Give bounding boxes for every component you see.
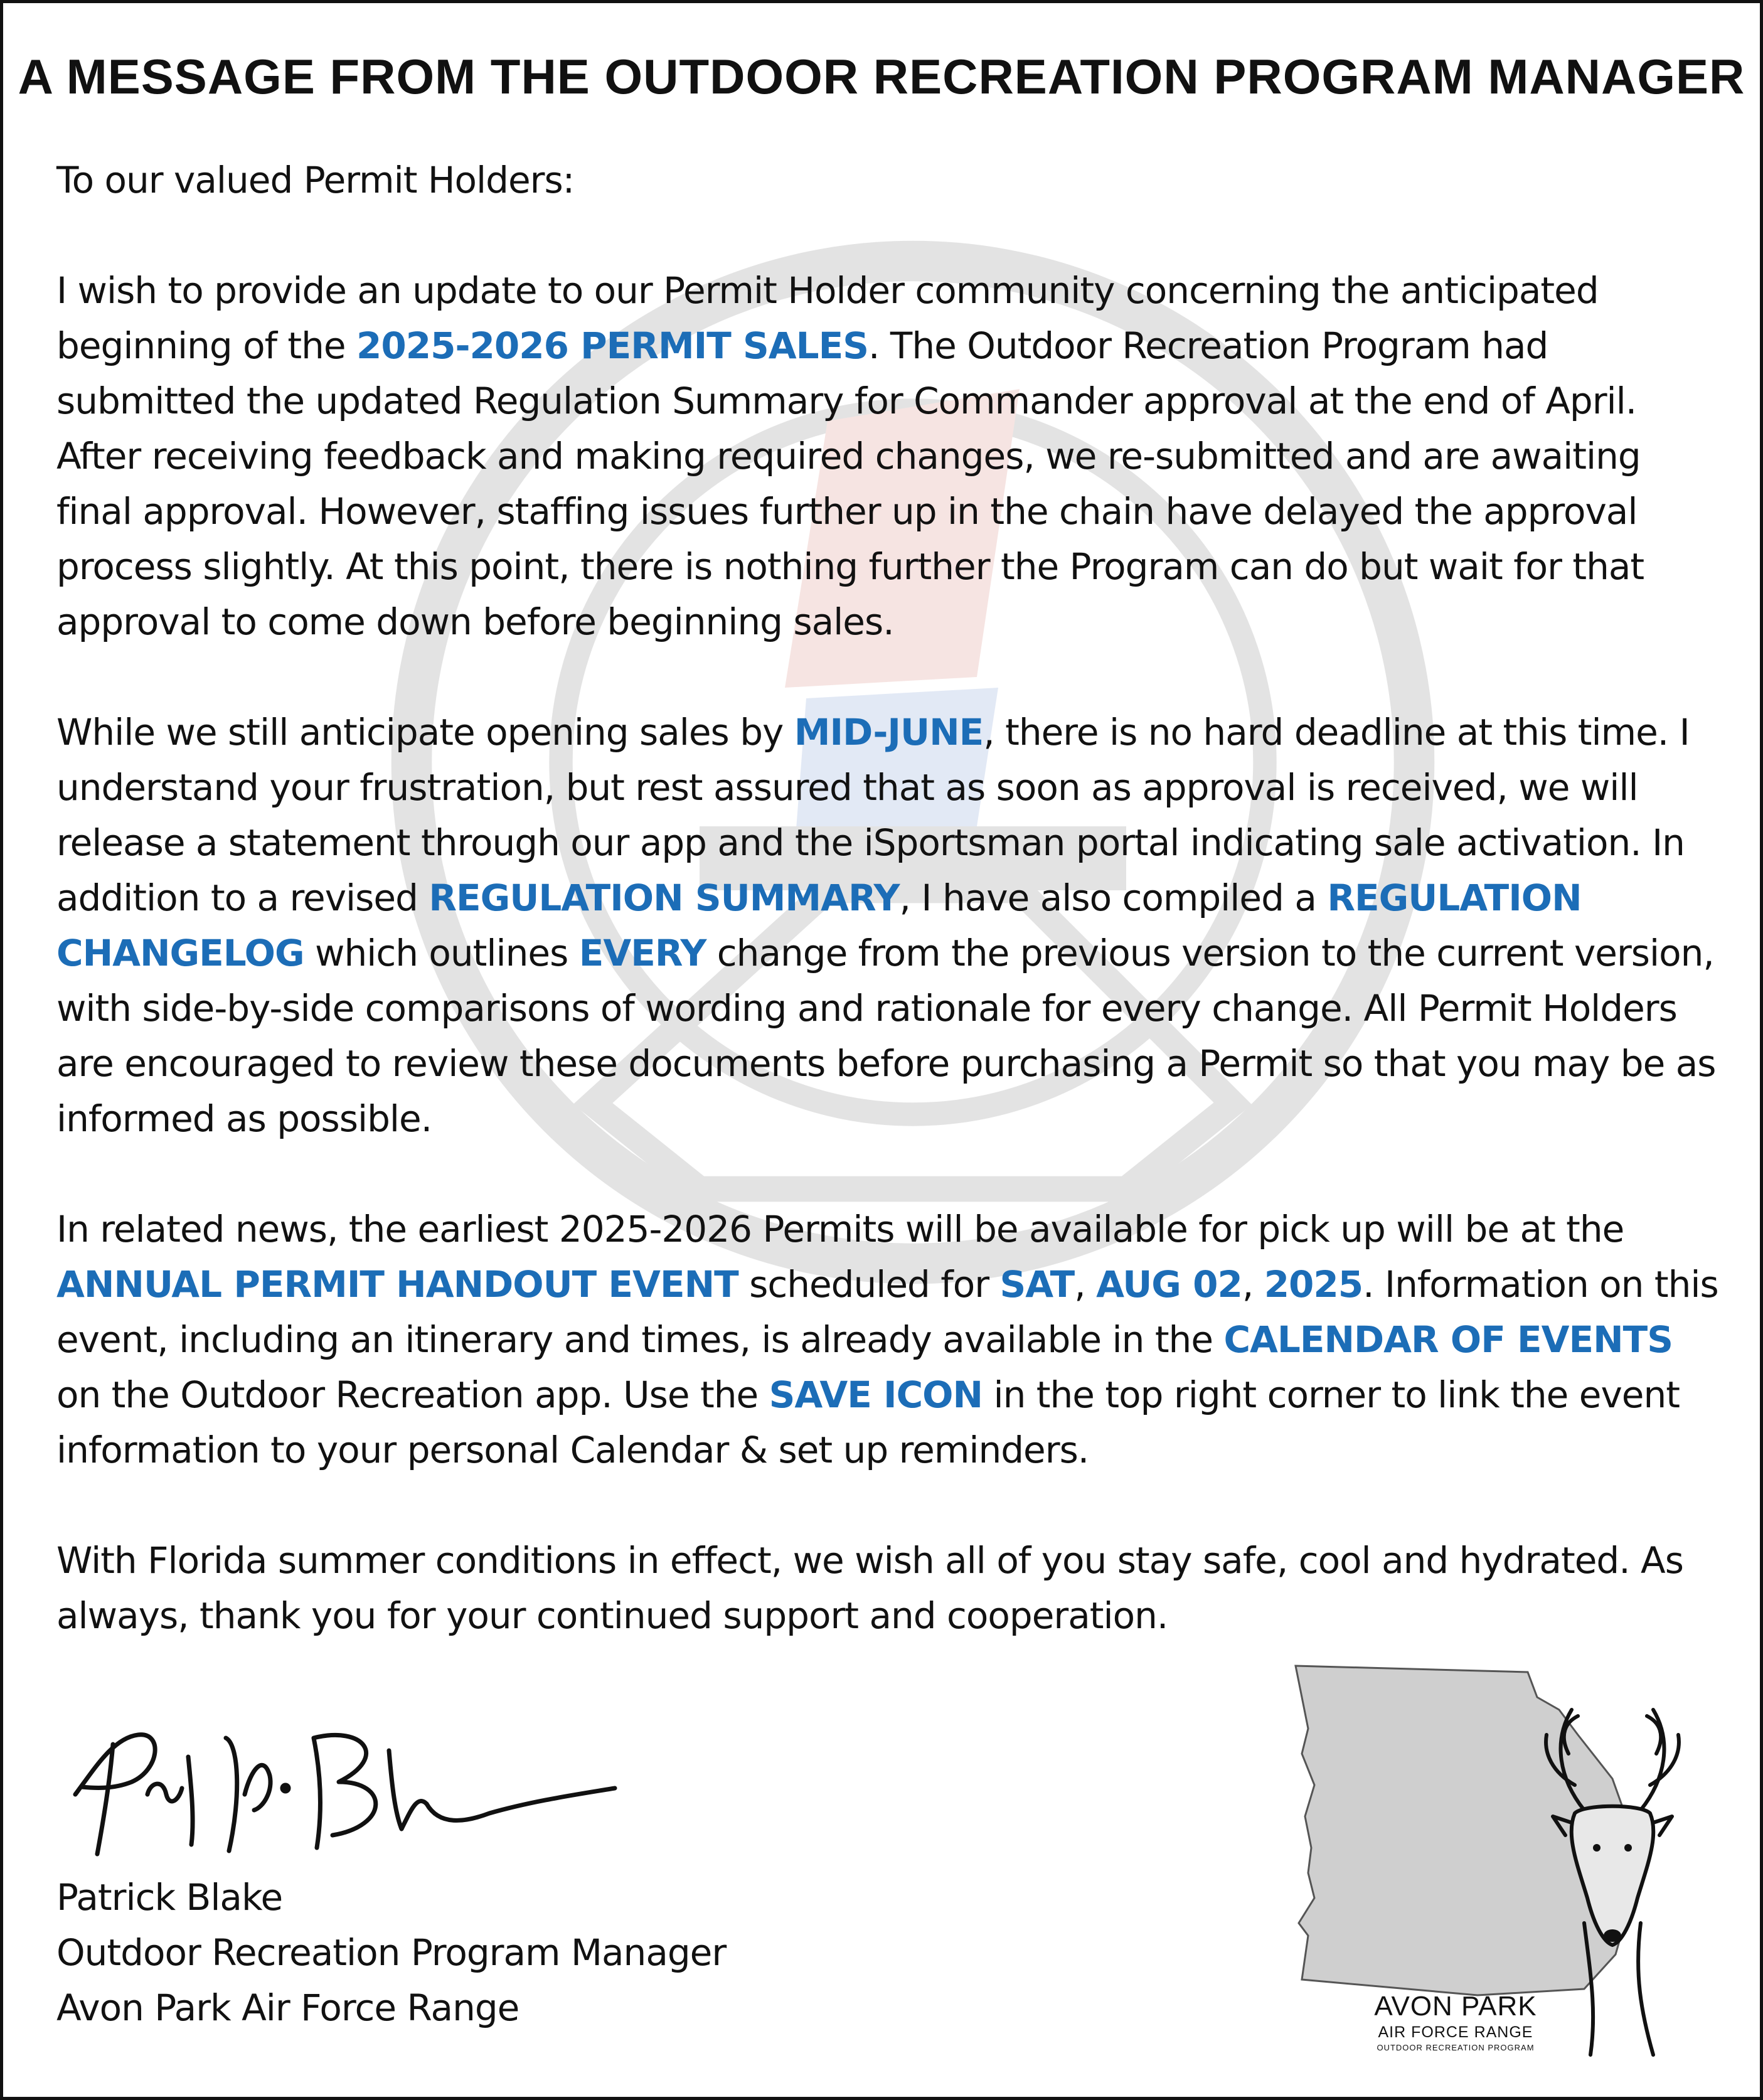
highlight-handout-event: ANNUAL PERMIT HANDOUT EVENT [56,1263,738,1306]
highlight-calendar-of-events: CALENDAR OF EVENTS [1223,1318,1673,1361]
highlight-every: EVERY [578,932,706,974]
logo-line-3: OUTDOOR RECREATION PROGRAM [1377,2043,1535,2052]
signatory-role: Outdoor Recreation Program Manager [56,1931,727,1974]
text-segment: in the top right corner to link the event information to your personal Calendar & set up reminders. [56,1373,1680,1471]
paragraph-closing: With Florida summer conditions in effect, we wish all of you stay safe, cool and hydrated. As always, thank you for your continued support and cooperation. [56,1539,1683,1637]
highlight-permit-sales: 2025-2026 PERMIT SALES [356,324,869,367]
text-segment: which outlines [304,932,579,974]
highlight-aug-02: AUG 02 [1096,1263,1242,1306]
logo-caption [1330,1991,1581,2054]
signature-icon [38,1700,634,1870]
text-segment: scheduled for [738,1263,1000,1306]
text-segment: . The Outdoor Recreation Program had submitted the updated Regulation Summary for Commander approval at the end of April. After receiving feedback and making required changes, we re-submitted and are awaiting final approval. However, staffing issues further up in the chain have delayed the approval process slightly. At this point, there is nothing further the Program can do but wait for that approval to come down before beginning sales. [56,324,1644,643]
text-segment: , [1074,1263,1097,1306]
text-segment: I wish to provide an update to our Permit Holder community concerning the anticipated beginning of the [56,269,1599,367]
logo-line-1: AVON PARK [1374,1991,1537,2022]
paragraph-handout-event [56,1202,1725,1478]
text-segment: While we still anticipate opening sales by [56,711,794,754]
highlight-sat: SAT [999,1263,1075,1306]
highlight-save-icon: SAVE ICON [769,1373,983,1416]
page-title: A MESSAGE FROM THE OUTDOOR RECREATION PROGRAM MANAGER [18,49,1745,104]
text-segment: change from the previous version to the current version, with side-by-side comparisons of wording and rationale for every change. All Permit Holders are encouraged to review these documents before purchasing a Permit so that you may be as informed as possible. [56,932,1716,1140]
text-segment: . Information on this event, including an itinerary and times, is already available in the [56,1263,1718,1361]
highlight-regulation-changelog: REGULATION CHANGELOG [56,877,1582,974]
text-segment: , I have also compiled a [899,877,1328,919]
highlight-mid-june: MID-JUNE [794,711,984,754]
signatory-name: Patrick Blake [56,1876,283,1919]
paragraph-permit-sales [56,263,1725,649]
signatory-org: Avon Park Air Force Range [56,1986,519,2029]
letter-body [56,152,1725,1698]
highlight-regulation-summary: REGULATION SUMMARY [429,877,900,919]
text-segment: , there is no hard deadline at this time. I understand your frustration, but rest assured that as soon as approval is received, we will release a statement through our app and the iSportsman portal indicating sale activation. In addition to a revised [56,711,1690,919]
logo-line-2: AIR FORCE RANGE [1378,2023,1533,2041]
text-segment: In related news, the earliest 2025-2026 Permits will be available for pick up will be at the [56,1208,1624,1250]
signature-block [56,1870,726,2035]
text-segment: , [1242,1263,1264,1306]
greeting: To our valued Permit Holders: [56,159,575,201]
text-segment: on the Outdoor Recreation app. Use the [56,1373,769,1416]
highlight-2025: 2025 [1264,1263,1363,1306]
paragraph-timeline [56,705,1725,1146]
